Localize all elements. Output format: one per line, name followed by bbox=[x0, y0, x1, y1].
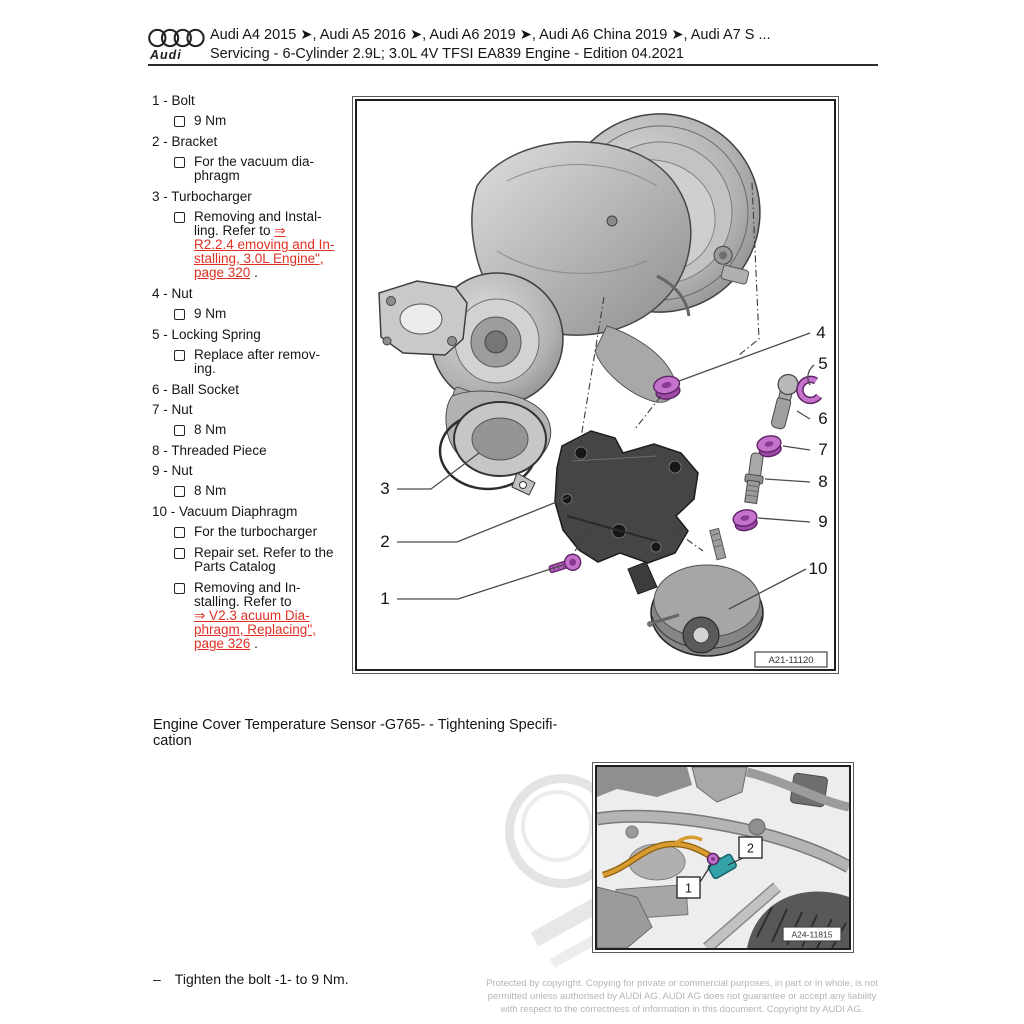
part-note-text: Repair set. Refer to the Parts Catalog bbox=[194, 545, 334, 574]
checkbox-bullet-icon bbox=[174, 583, 185, 594]
header-edition-line: Servicing - 6-Cylinder 2.9L; 3.0L 4V TFSI EA839 Engine - Edition 04.2021 bbox=[210, 45, 684, 62]
part-note bbox=[152, 348, 357, 376]
part-label: 9 - Nut bbox=[152, 463, 193, 478]
callout-number: 4 bbox=[816, 323, 826, 342]
part-item bbox=[152, 94, 357, 128]
tightening-instruction bbox=[153, 971, 349, 987]
instruction-dash: – bbox=[153, 971, 161, 987]
checkbox-bullet-icon bbox=[174, 527, 185, 538]
callout-number: 3 bbox=[380, 479, 390, 498]
callout-number: 10 bbox=[808, 559, 828, 578]
callout-number: 1 bbox=[380, 589, 390, 608]
part-note bbox=[152, 525, 357, 539]
part-note bbox=[152, 210, 357, 280]
part-label: 1 - Bolt bbox=[152, 93, 195, 108]
sensor-bolt-highlight bbox=[708, 854, 719, 865]
part-label: 3 - Turbocharger bbox=[152, 189, 252, 204]
part-item bbox=[152, 287, 357, 321]
part-item bbox=[152, 383, 357, 397]
part-note bbox=[152, 546, 357, 574]
reference-link[interactable]: R2.2.4 emoving and In- bbox=[194, 237, 335, 252]
section-heading: Engine Cover Temperature Sensor -G765- - Tightening Specifi- cation bbox=[153, 717, 558, 749]
part-item bbox=[152, 328, 357, 376]
turbocharger-figure bbox=[352, 96, 839, 674]
figure-code-text: A24-11815 bbox=[791, 929, 833, 940]
part-note-text: 9 Nm bbox=[194, 113, 227, 128]
part-note-text: For the vacuum dia- phragm bbox=[194, 154, 315, 183]
callout-number: 8 bbox=[818, 472, 828, 491]
part-item bbox=[152, 135, 357, 183]
audi-ring-watermark-inner bbox=[521, 790, 593, 862]
part-note bbox=[152, 581, 357, 651]
checkbox-bullet-icon bbox=[174, 486, 185, 497]
checkbox-bullet-icon bbox=[174, 350, 185, 361]
reference-link[interactable]: ⇒ bbox=[274, 223, 286, 238]
part-label: 4 - Nut bbox=[152, 286, 193, 301]
part-note-text: Removing and Instal- ling. Refer to ⇒ R2.2.4 emoving and In- stalling, 3.0L Engine", page 320 . bbox=[194, 209, 335, 280]
exhaust-flange bbox=[379, 281, 467, 355]
part-note-text: Replace after remov- ing. bbox=[194, 347, 321, 376]
part-note bbox=[152, 484, 357, 498]
callout-number: 5 bbox=[818, 354, 828, 373]
callout-number: 6 bbox=[818, 409, 828, 428]
turbocharger-figure-frame bbox=[355, 99, 836, 671]
figure-code-label bbox=[783, 927, 841, 941]
part-label: 6 - Ball Socket bbox=[152, 382, 240, 397]
part-note-text: For the turbocharger bbox=[194, 524, 318, 539]
bolt-1-highlight bbox=[547, 552, 582, 577]
part-item bbox=[152, 190, 357, 280]
audi-rings-icon bbox=[148, 27, 206, 49]
part-label: 10 - Vacuum Diaphragm bbox=[152, 504, 298, 519]
document-header bbox=[210, 26, 771, 63]
threaded-piece-part bbox=[742, 452, 767, 504]
audi-logo bbox=[148, 27, 208, 62]
callout-number: 2 bbox=[380, 532, 390, 551]
part-note bbox=[152, 155, 357, 183]
checkbox-bullet-icon bbox=[174, 309, 185, 320]
part-note bbox=[152, 114, 357, 128]
checkbox-bullet-icon bbox=[174, 548, 185, 559]
part-note-text: 8 Nm bbox=[194, 483, 227, 498]
callout-number: 2 bbox=[747, 841, 754, 856]
audi-wordmark: Audi bbox=[150, 48, 182, 62]
sensor-location-diagram bbox=[597, 767, 849, 948]
checkbox-bullet-icon bbox=[174, 425, 185, 436]
checkbox-bullet-icon bbox=[174, 116, 185, 127]
sensor-figure-frame bbox=[595, 765, 851, 950]
part-item bbox=[152, 464, 357, 498]
part-label: 7 - Nut bbox=[152, 402, 193, 417]
part-note-text: Removing and In- stalling. Refer to ⇒ V2.3 acuum Dia- phragm, Replacing", page 326 . bbox=[194, 580, 316, 651]
part-label: 8 - Threaded Piece bbox=[152, 443, 267, 458]
part-label: 5 - Locking Spring bbox=[152, 327, 261, 342]
ball-socket-part bbox=[768, 372, 801, 430]
instruction-text: Tighten the bolt -1- to 9 Nm. bbox=[174, 971, 349, 987]
turbocharger-exploded-diagram bbox=[357, 101, 834, 669]
callout-number: 9 bbox=[818, 512, 828, 531]
reference-link[interactable]: page 326 bbox=[194, 636, 251, 651]
header-divider bbox=[148, 64, 878, 66]
part-item bbox=[152, 505, 357, 651]
copyright-notice: Protected by copyright. Copying for private or commercial purposes, in part or in whole, is not permitted unless authorised by AUDI AG. AUDI AG does not guarantee or accept any liability with respect to the correctness of information in this document. Copyright by AUDI AG. bbox=[486, 978, 878, 1015]
part-note bbox=[152, 423, 357, 437]
part-note-text: 9 Nm bbox=[194, 306, 227, 321]
callout-number: 1 bbox=[685, 881, 692, 896]
part-label: 2 - Bracket bbox=[152, 134, 218, 149]
outlet-flange-gasket bbox=[440, 391, 551, 495]
checkbox-bullet-icon bbox=[174, 212, 185, 223]
figure-code-label bbox=[755, 652, 827, 667]
part-item bbox=[152, 403, 357, 437]
reference-link[interactable]: phragm, Replacing", bbox=[194, 622, 316, 637]
sensor-figure bbox=[592, 762, 854, 953]
part-note-text: 8 Nm bbox=[194, 422, 227, 437]
reference-link[interactable]: stalling, 3.0L Engine", bbox=[194, 251, 324, 266]
figure-code-text: A21-11120 bbox=[768, 655, 814, 666]
part-item bbox=[152, 444, 357, 458]
parts-list bbox=[152, 94, 357, 658]
reference-link[interactable]: page 320 bbox=[194, 265, 251, 280]
header-models-line: Audi A4 2015 ➤, Audi A5 2016 ➤, Audi A6 2019 ➤, Audi A6 China 2019 ➤, Audi A7 S ... bbox=[210, 27, 771, 43]
checkbox-bullet-icon bbox=[174, 157, 185, 168]
callout-number: 7 bbox=[818, 440, 828, 459]
part-note bbox=[152, 307, 357, 321]
nut-9-highlight bbox=[732, 508, 760, 533]
reference-link[interactable]: ⇒ V2.3 acuum Dia- bbox=[194, 608, 310, 623]
